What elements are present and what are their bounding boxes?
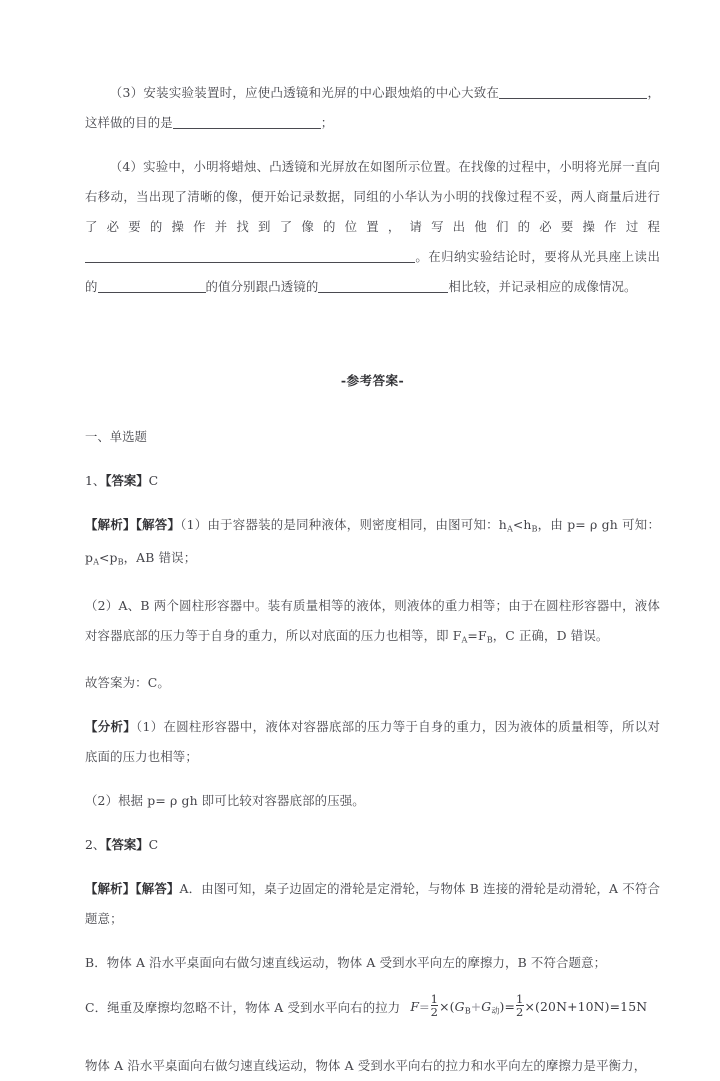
item-number: 2、: [85, 836, 106, 852]
formula-plus: +: [470, 998, 482, 1014]
subscript-b: B: [486, 633, 493, 644]
answer-blank[interactable]: [318, 279, 448, 293]
question-4-text-c: 的值分别跟凸透镜的: [205, 279, 319, 294]
question-4-text-b: 。在归纳实验结论时，要将从光具座上读出的: [85, 249, 660, 294]
formula-equals-1: =: [419, 998, 430, 1014]
item-number: 1、: [85, 473, 106, 488]
option-a-text: A．由图可知，桌子边固定的滑轮是定滑轮，与物体 B 连接的滑轮是动滑轮，A 不符合题意；: [85, 880, 660, 926]
subscript-a: A: [461, 633, 468, 644]
explanation-text: （1）由于容器装的是同种液体，则密度相同，由图可知：h: [180, 517, 507, 532]
force-formula: [410, 992, 647, 1025]
answer-item-2-option-b: B．物体 A 沿水平桌面向右做匀速直线运动，物体 A 受到水平向左的摩擦力，B 不符合题意；: [85, 954, 607, 970]
explanation-text: ，由 p= ρ gh 可知：p: [85, 517, 660, 566]
spacer: [85, 1025, 660, 1051]
answer-blank[interactable]: [499, 85, 647, 99]
formula-times-2: ×(20N+10N)=15N: [524, 998, 648, 1014]
fraction-numerator: 1: [430, 991, 439, 1006]
question-4-text-a: （4）实验中，小明将蜡烛、凸透镜和光屏放在如图所示位置。在找像的过程中，小明将光屏一直向右移动，当出现了清晰的像，便开始记录数据，同组的小华认为小明的找像过程不妥，两人商量后进行了必要的操作并找到了像的位置，请写出他们的必要操作过程: [85, 159, 660, 234]
explanation-text: <p: [99, 550, 118, 566]
option-c-text: C．绳重及摩擦均忽略不计，物体 A 受到水平向右的拉力: [85, 999, 401, 1015]
formula-g-b: G: [454, 998, 465, 1014]
spacer: [85, 978, 660, 992]
explanation-text: （2）A、B 两个圆柱形容器中。装有质量相等的液体，则液体的重力相等；由于在圆柱形容器中，液体对容器底部的压力等于自身的重力，所以对底面的压力也相等，即 F: [85, 597, 660, 643]
formula-g-b-subscript: B: [464, 1005, 471, 1016]
answer-item-2-trailing-line: 物体 A 沿水平桌面向右做匀速直线运动，物体 A 受到水平向右的拉力和水平向左的摩擦力是平衡力，: [85, 1058, 647, 1074]
fraction-denominator: 2: [516, 1004, 524, 1019]
fraction-denominator: 2: [430, 1004, 439, 1019]
spacer: [85, 654, 660, 668]
spacer: [85, 772, 660, 786]
answer-blank[interactable]: [98, 279, 206, 293]
explanation-text: =F: [467, 627, 487, 643]
spacer: [85, 396, 660, 422]
spacer: [85, 934, 660, 948]
solution-bracket: 【解答】: [135, 517, 181, 532]
explanation-text: ，AB 错误；: [123, 550, 197, 566]
explanation-text: ，C 正确，D 错误。: [492, 627, 609, 643]
fenxi-bracket: 【分析】: [85, 718, 136, 734]
spacer: [85, 496, 660, 510]
subscript-b: B: [531, 523, 538, 534]
analysis-bracket: 【解析】: [85, 517, 136, 532]
formula-times-1: ×(: [439, 998, 455, 1014]
spacer: [85, 860, 660, 874]
answer-item-1-header: [85, 466, 660, 496]
formula-close-1: )=: [499, 998, 516, 1014]
answer-item-1-analysis-2: （2）根据 p= ρ gh 即可比较对容器底部的压强。: [85, 792, 365, 808]
answer-bracket: 【答案】: [105, 473, 149, 488]
question-4-paragraph: [85, 152, 660, 302]
answer-item-1-conclusion: 故答案为：C。: [85, 674, 170, 690]
question-4-text-d: 相比较，并记录相应的成像情况。: [448, 279, 637, 294]
subscript-d: B: [117, 556, 124, 567]
answer-blank[interactable]: [85, 249, 415, 263]
fraction-one-half: [431, 993, 438, 1018]
answer-item-2-option-c: [85, 992, 660, 1025]
spacer: [85, 138, 660, 152]
answer-item-2-header: [85, 830, 660, 860]
formula-f-symbol: F: [410, 998, 420, 1014]
top-spacer: [85, 0, 660, 78]
question-3-paragraph: [85, 78, 660, 138]
reference-answers-heading: -参考答案-: [340, 373, 405, 388]
analysis-text: （1）在圆柱形容器中，液体对容器底部的压力等于自身的重力，因为液体的质量相等，所以对底面的压力也相等；: [85, 718, 660, 764]
section-label-single-choice: 一、单选题: [85, 429, 147, 444]
question-3-text-b: ，这样做的目的是: [85, 85, 660, 130]
spacer: [85, 698, 660, 712]
formula-g-dong-subscript: 动: [491, 1005, 500, 1016]
question-3-text-a: （3）安装实验装置时，应使凸透镜和光屏的中心跟烛焰的中心大致在: [109, 85, 500, 100]
subscript-c: A: [93, 556, 99, 567]
answer-value: C: [148, 473, 159, 488]
spacer: [85, 816, 660, 830]
answer-item-2-option-a: [85, 874, 660, 934]
question-3-text-c: ；: [320, 115, 334, 130]
subscript-a: A: [506, 523, 513, 534]
answer-bracket: 【答案】: [105, 836, 149, 852]
fraction-one-half-2: [516, 993, 523, 1018]
answer-item-1-analysis-1: [85, 712, 660, 772]
answer-value: C: [148, 836, 159, 852]
formula-g-dong: G: [481, 998, 492, 1014]
explanation-text: <h: [512, 517, 532, 532]
analysis-bracket: 【解析】: [85, 880, 136, 896]
spacer: [85, 452, 660, 466]
answer-blank[interactable]: [173, 115, 321, 129]
answer-item-1-explanation-2: [85, 591, 660, 654]
answer-item-1-explanation-1: [85, 510, 660, 577]
spacer: [85, 302, 660, 348]
solution-bracket: 【解答】: [135, 880, 180, 896]
fraction-numerator: 1: [516, 991, 524, 1006]
spacer: [85, 577, 660, 591]
